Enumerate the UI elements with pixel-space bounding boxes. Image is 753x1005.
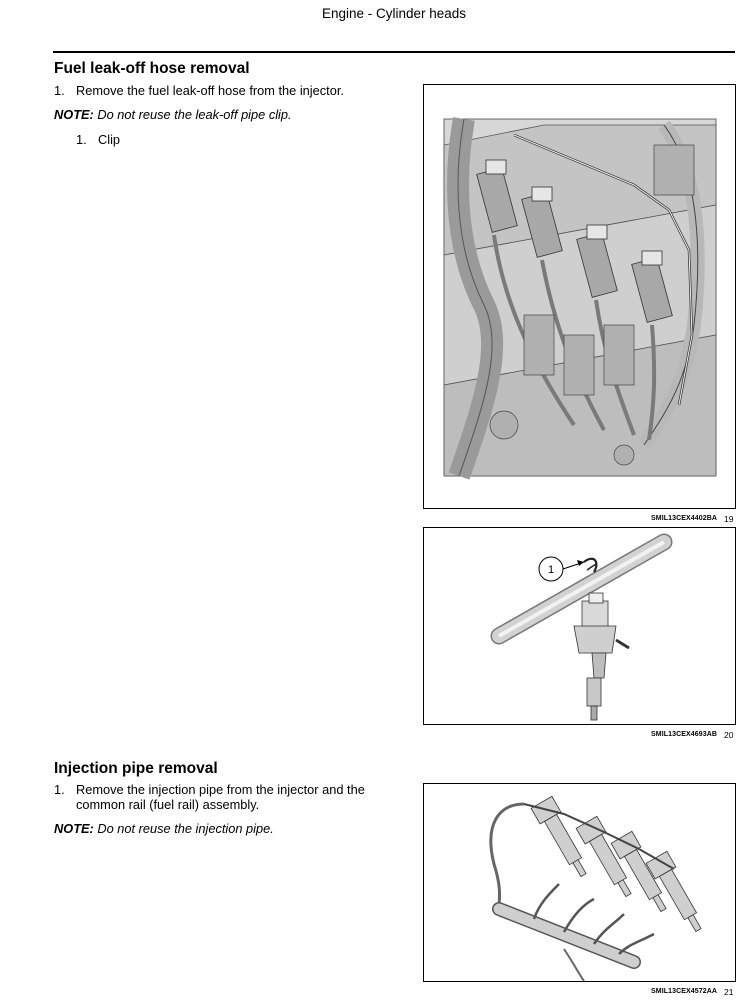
step-text-line-1: Remove the injection pipe from the injector and the [76, 782, 365, 797]
legend-text: Clip [98, 132, 121, 147]
clip-illustration [424, 528, 735, 724]
note-text: Do not reuse the leak-off pipe clip. [97, 107, 292, 122]
step-text-line-2: common rail (fuel rail) assembly. [76, 797, 260, 812]
figure-21-injection-pipes [423, 783, 736, 982]
figure-21-number: 21 [724, 987, 734, 997]
section-heading-fuel-leak-off: Fuel leak-off hose removal [54, 60, 250, 77]
figure-20-number: 20 [724, 730, 734, 740]
legend-number: 1. [76, 132, 87, 147]
note-leak-off-clip [54, 107, 292, 122]
engine-illustration [424, 85, 735, 508]
figure-19-engine-leak-off [423, 84, 736, 509]
page-header-title: Engine - Cylinder heads [321, 6, 467, 21]
step-1-injection-pipe [54, 782, 399, 814]
callout-number: 1 [547, 564, 555, 576]
note-label: NOTE: [54, 821, 94, 836]
figure-20-code: SMIL13CEX4693AB [651, 731, 718, 738]
note-injection-pipe [54, 821, 274, 836]
step-number: 1. [54, 782, 65, 797]
injection-pipe-illustration [424, 784, 735, 981]
legend-item-clip [76, 132, 276, 148]
figure-21-code: SMIL13CEX4572AA [651, 988, 718, 995]
note-label: NOTE: [54, 107, 94, 122]
step-text: Remove the fuel leak-off hose from the injector. [76, 83, 344, 98]
header-divider [53, 51, 735, 53]
step-1-leak-off [54, 83, 414, 99]
figure-20-leak-off-clip [423, 527, 736, 725]
figure-19-number: 19 [724, 514, 734, 524]
note-text: Do not reuse the injection pipe. [97, 821, 274, 836]
section-heading-injection-pipe: Injection pipe removal [54, 760, 218, 777]
figure-19-code: SMIL13CEX4402BA [651, 515, 718, 522]
step-number: 1. [54, 83, 65, 98]
